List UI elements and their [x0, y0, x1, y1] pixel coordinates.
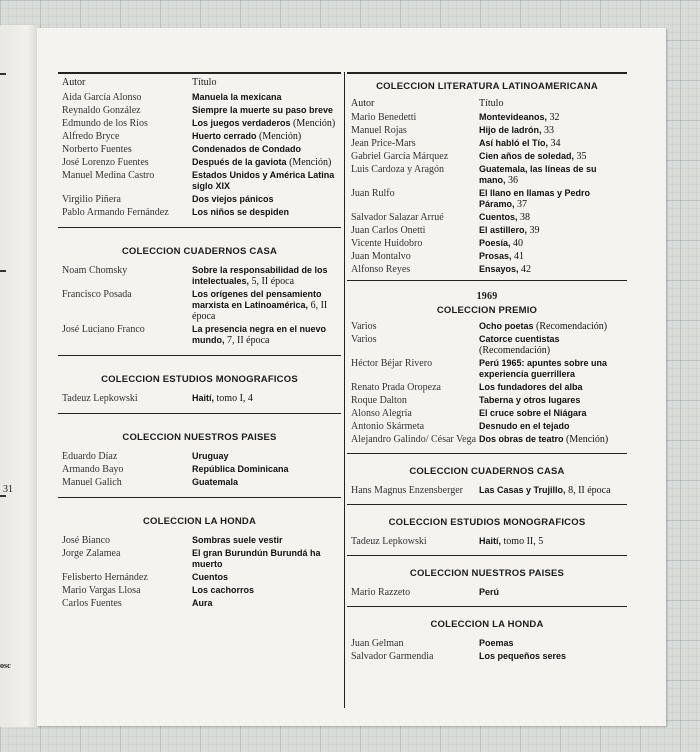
- entry-note: 37: [517, 199, 528, 210]
- catalog-entry: [58, 92, 341, 103]
- catalog-entry: [347, 188, 627, 210]
- catalog-entry: [58, 105, 341, 116]
- catalog-entry: [347, 251, 627, 262]
- catalog-entry: [347, 125, 627, 136]
- entry-title: Cien años de soledad,: [479, 151, 575, 161]
- entry-title: Guatemala: [192, 477, 239, 487]
- catalog-entry: [58, 170, 341, 192]
- entry-title-cell: [192, 265, 337, 287]
- entry-title-cell: [479, 395, 623, 406]
- entry-author: Manuel Medina Castro: [62, 170, 155, 181]
- entry-title: Uruguay: [192, 451, 229, 461]
- entry-title-cell: [479, 334, 623, 356]
- entry-title-cell: [192, 451, 337, 462]
- catalog-entry: [347, 112, 627, 123]
- entry-title-cell: [479, 382, 623, 393]
- entry-title: Manuela la mexicana: [192, 92, 282, 102]
- entry-author: Alfonso Reyes: [351, 264, 411, 275]
- entry-author: Varios: [351, 321, 377, 332]
- entry-title-cell: [192, 170, 337, 192]
- left-page-edge: [0, 25, 41, 727]
- entry-title-cell: [192, 194, 337, 205]
- entry-note: (Recomendación): [479, 345, 551, 356]
- entry-title: Condenados de Condado: [192, 144, 301, 154]
- section-rule: [58, 355, 341, 356]
- entry-title: Ocho poetas: [479, 321, 534, 331]
- entry-note: tomo I, 4: [216, 393, 253, 404]
- catalog-entry: [347, 264, 627, 275]
- entry-title: El llano en llamas y Pedro Páramo,: [479, 188, 591, 209]
- entry-title-cell: [192, 157, 337, 168]
- entry-author: Luis Cardoza y Aragón: [351, 164, 445, 175]
- entry-note: 33: [544, 125, 555, 136]
- section-rule: [347, 504, 627, 505]
- column-divider: [344, 72, 345, 708]
- entry-author: Alejandro Galindo/ César Vega: [351, 434, 477, 445]
- entry-author: Juan Carlos Onetti: [351, 225, 426, 236]
- catalog-entry: [58, 194, 341, 205]
- entry-author: Mario Razzeto: [351, 587, 411, 598]
- catalog-entry: [347, 164, 627, 186]
- entry-title: Desnudo en el tejado: [479, 421, 570, 431]
- entry-title-cell: [479, 638, 623, 649]
- right-column: [347, 74, 627, 664]
- entry-title: Hijo de ladrón,: [479, 125, 542, 135]
- title-header: Título: [192, 77, 217, 88]
- entry-note: 35: [576, 151, 587, 162]
- catalog-entry: [58, 144, 341, 155]
- entry-title: Haití,: [192, 393, 215, 403]
- entry-author: Varios: [351, 334, 377, 345]
- entry-title-cell: [192, 92, 337, 103]
- catalog-entry: [58, 393, 341, 404]
- entry-title-cell: [479, 485, 623, 496]
- entry-title: Después de la gaviota: [192, 157, 287, 167]
- entry-author: Jorge Zalamea: [62, 548, 121, 559]
- entry-title-cell: [479, 164, 623, 186]
- entry-author: José Lorenzo Fuentes: [62, 157, 149, 168]
- entry-author: Salvador Salazar Arrué: [351, 212, 444, 223]
- entry-title-cell: [192, 131, 337, 142]
- entry-title: Las Casas y Trujillo,: [479, 485, 566, 495]
- entry-note: 36: [508, 175, 519, 186]
- entry-author: Reynaldo González: [62, 105, 141, 116]
- entry-title: Guatemala, las líneas de su mano,: [479, 164, 597, 185]
- entry-author: Carlos Fuentes: [62, 598, 122, 609]
- entry-title-cell: [192, 393, 337, 404]
- entry-title: El gran Burundún Burundá ha muerto: [192, 548, 321, 569]
- entry-author: Francisco Posada: [62, 289, 132, 300]
- entry-note: (Mención): [289, 157, 332, 168]
- entry-title-cell: [479, 212, 623, 223]
- entry-title-cell: [192, 535, 337, 546]
- entry-title: Huerto cerrado: [192, 131, 257, 141]
- entry-author: Mario Vargas Llosa: [62, 585, 141, 596]
- entry-title: Los orígenes del pensamiento marxista en Latinoamérica,: [192, 289, 322, 310]
- catalog-entry: [347, 638, 627, 649]
- section-heading: COLECCION ESTUDIOS MONOGRAFICOS: [388, 517, 586, 528]
- entry-author: Manuel Galich: [62, 477, 122, 488]
- entry-note: 32: [549, 112, 560, 123]
- entry-title: Taberna y otros lugares: [479, 395, 581, 405]
- entry-title-cell: [479, 188, 623, 210]
- entry-author: Juan Rulfo: [351, 188, 395, 199]
- entry-title: Perú: [479, 587, 500, 597]
- entry-author: Tadeuz Lepkowski: [351, 536, 427, 547]
- section-heading: COLECCION LA HONDA: [430, 619, 544, 630]
- catalog-entry: [347, 138, 627, 149]
- catalog-entry: [58, 451, 341, 462]
- entry-title-cell: [479, 251, 623, 262]
- entry-author: Virgilio Piñera: [62, 194, 121, 205]
- section-rule: [58, 497, 341, 498]
- catalog-page: [37, 28, 666, 726]
- entry-note: 40: [513, 238, 524, 249]
- section-heading: COLECCION PREMIO: [436, 305, 538, 316]
- entry-note: 41: [514, 251, 525, 262]
- entry-title-cell: [479, 138, 623, 149]
- entry-title: Perú 1965: apuntes sobre una experiencia guerrillera: [479, 358, 608, 379]
- entry-author: Pablo Armando Fernández: [62, 207, 169, 218]
- author-header: Autor: [62, 77, 86, 88]
- catalog-entry: [58, 464, 341, 475]
- entry-note: tomo II, 5: [503, 536, 544, 547]
- catalog-entry: [347, 408, 627, 419]
- entry-title: El astillero,: [479, 225, 528, 235]
- entry-author: Noam Chomsky: [62, 265, 128, 276]
- entry-title: Estados Unidos y América Latina siglo XIX: [192, 170, 335, 191]
- entry-title-cell: [479, 112, 623, 123]
- entry-list: [58, 393, 341, 404]
- entry-list: [58, 265, 341, 346]
- entry-title: Ensayos,: [479, 264, 519, 274]
- entry-title: República Dominicana: [192, 464, 289, 474]
- section-rule: [347, 606, 627, 607]
- entry-author: José Luciano Franco: [62, 324, 145, 335]
- entry-title: Catorce cuentistas: [479, 334, 560, 344]
- section-list: [347, 453, 627, 662]
- entry-note: (Mención): [566, 434, 609, 445]
- entry-note: 5, II época: [251, 276, 295, 287]
- entry-author: Juan Montalvo: [351, 251, 411, 262]
- entry-title: Poemas: [479, 638, 514, 648]
- entry-title: Los niños se despiden: [192, 207, 290, 217]
- entry-title-cell: [479, 587, 623, 598]
- catalog-entry: [58, 118, 341, 129]
- entry-author: Aida García Alonso: [62, 92, 142, 103]
- entry-title-cell: [192, 572, 337, 583]
- entry-title: Cuentos,: [479, 212, 518, 222]
- entry-title-cell: [479, 225, 623, 236]
- entry-title: Montevideanos,: [479, 112, 548, 122]
- entry-title: Poesía,: [479, 238, 511, 248]
- entry-title-cell: [479, 434, 623, 445]
- catalog-entry: [58, 131, 341, 142]
- entry-title: Así habló el Tío,: [479, 138, 549, 148]
- entry-title-cell: [192, 598, 337, 609]
- entry-title-cell: [479, 125, 623, 136]
- entry-title: Los fundadores del alba: [479, 382, 583, 392]
- entry-author: Tadeuz Lepkowski: [62, 393, 138, 404]
- section-rule: [58, 413, 341, 414]
- entry-title-cell: [192, 289, 337, 322]
- entry-title: Haití,: [479, 536, 502, 546]
- entry-title: Cuentos: [192, 572, 228, 582]
- entry-title-cell: [479, 238, 623, 249]
- entry-author: Norberto Fuentes: [62, 144, 132, 155]
- left-page-rule: [0, 73, 6, 75]
- catalog-entry: [347, 536, 627, 547]
- section-rule: [347, 453, 627, 454]
- section-heading: COLECCION CUADERNOS CASA: [121, 246, 278, 257]
- entry-note: (Mención): [293, 118, 336, 129]
- entry-list: [347, 587, 627, 598]
- catalog-entry: [58, 572, 341, 583]
- section-heading: COLECCION LITERATURA LATINOAMERICANA: [376, 81, 598, 92]
- entry-title-cell: [192, 105, 337, 116]
- entry-author: Armando Bayo: [62, 464, 124, 475]
- entry-title-cell: [192, 118, 337, 129]
- catalog-entry: [58, 157, 341, 168]
- left-column: [58, 74, 341, 611]
- left-page-rule: [0, 495, 6, 497]
- entry-note: (Mención): [259, 131, 302, 142]
- section-heading: COLECCION LA HONDA: [142, 516, 257, 527]
- entry-title: Prosas,: [479, 251, 512, 261]
- entry-title: Aura: [192, 598, 213, 608]
- entry-title: La presencia negra en el nuevo mundo,: [192, 324, 327, 345]
- catalog-entry: [347, 225, 627, 236]
- year-heading: 1969: [476, 291, 498, 302]
- left-page-rule: [0, 270, 6, 272]
- catalog-entry: [347, 651, 627, 662]
- entry-title-cell: [479, 358, 623, 380]
- entry-title: El cruce sobre el Niágara: [479, 408, 587, 418]
- entry-list: [347, 112, 627, 275]
- section-heading: COLECCION NUESTROS PAISES: [122, 432, 277, 443]
- section-list: [58, 227, 341, 609]
- entry-title: Dos viejos pánicos: [192, 194, 274, 204]
- catalog-entry: [347, 151, 627, 162]
- catalog-entry: [58, 289, 341, 322]
- entry-title-cell: [192, 464, 337, 475]
- catalog-entry: [347, 587, 627, 598]
- entry-author: Hans Magnus Enzensberger: [351, 485, 464, 496]
- entry-title: Sobre la responsabilidad de los intelectuales,: [192, 265, 328, 286]
- entry-note: (Recomendación): [536, 321, 608, 332]
- entry-title-cell: [479, 651, 623, 662]
- catalog-entry: [58, 535, 341, 546]
- entry-title-cell: [479, 536, 623, 547]
- entry-author: Héctor Béjar Rivero: [351, 358, 433, 369]
- catalog-entry: [347, 358, 627, 380]
- entry-title-cell: [479, 421, 623, 432]
- left-page-fragment: osc: [0, 661, 11, 670]
- entry-author: Antonio Skármeta: [351, 421, 425, 432]
- entry-author: Renato Prada Oropeza: [351, 382, 441, 393]
- entry-title: Los cachorros: [192, 585, 255, 595]
- section-rule: [347, 555, 627, 556]
- entry-title-cell: [479, 151, 623, 162]
- entry-note: 8, II época: [568, 485, 611, 496]
- catalog-entry: [347, 334, 627, 356]
- section-rule: [347, 280, 627, 281]
- entry-list: [58, 451, 341, 488]
- section-heading: COLECCION NUESTROS PAISES: [409, 568, 565, 579]
- entry-note: 39: [529, 225, 540, 236]
- entry-note: 42: [521, 264, 532, 275]
- catalog-entry: [58, 548, 341, 570]
- entry-title: Dos obras de teatro: [479, 434, 564, 444]
- title-header: Título: [479, 98, 504, 109]
- entry-title-cell: [192, 324, 337, 346]
- entry-note: 34: [550, 138, 561, 149]
- catalog-entry: [347, 321, 627, 332]
- catalog-entry: [347, 434, 627, 445]
- entry-title: Los pequeños seres: [479, 651, 567, 661]
- entry-author: Vicente Huidobro: [351, 238, 423, 249]
- entry-list: [58, 535, 341, 609]
- section-heading: COLECCION ESTUDIOS MONOGRAFICOS: [101, 374, 298, 385]
- catalog-entry: [347, 212, 627, 223]
- catalog-entry: [347, 421, 627, 432]
- entry-author: Mario Benedetti: [351, 112, 417, 123]
- entry-list: [347, 536, 627, 547]
- entry-title-cell: [479, 321, 623, 332]
- entry-author: Edmundo de los Ríos: [62, 118, 148, 129]
- entry-author: Eduardo Díaz: [62, 451, 118, 462]
- entry-title-cell: [192, 585, 337, 596]
- left-page-number: 31: [3, 484, 13, 495]
- entry-author: Felisberto Hernández: [62, 572, 148, 583]
- entry-list: [347, 485, 627, 496]
- entry-title-cell: [479, 264, 623, 275]
- entry-author: Salvador Garmendia: [351, 651, 434, 662]
- section-rule: [58, 227, 341, 228]
- entry-title-cell: [192, 548, 337, 570]
- entry-author: Gabriel García Márquez: [351, 151, 449, 162]
- entry-title: Los juegos verdaderos: [192, 118, 291, 128]
- entry-title-cell: [192, 207, 337, 218]
- catalog-entry: [58, 207, 341, 218]
- entry-author: José Bianco: [62, 535, 111, 546]
- catalog-entry: [58, 598, 341, 609]
- entry-title-cell: [192, 144, 337, 155]
- entry-list: [347, 321, 627, 445]
- entry-author: Alonso Alegría: [351, 408, 412, 419]
- entry-note: 6, II época: [192, 300, 328, 322]
- entry-title-cell: [192, 477, 337, 488]
- entry-title: Sombras suele vestir: [192, 535, 283, 545]
- section-heading: COLECCION CUADERNOS CASA: [409, 466, 565, 477]
- catalog-entry: [347, 485, 627, 496]
- entry-author: Roque Dalton: [351, 395, 407, 406]
- entry-author: Jean Price-Mars: [351, 138, 416, 149]
- catalog-entry: [347, 382, 627, 393]
- entry-title-cell: [479, 408, 623, 419]
- entry-list: [347, 638, 627, 662]
- entry-list: [58, 92, 341, 218]
- entry-author: Manuel Rojas: [351, 125, 407, 136]
- catalog-entry: [58, 477, 341, 488]
- entry-title: Siempre la muerte su paso breve: [192, 105, 334, 115]
- author-header: Autor: [351, 98, 375, 109]
- entry-author: Juan Gelman: [351, 638, 404, 649]
- entry-note: 7, II época: [227, 335, 270, 346]
- catalog-entry: [347, 238, 627, 249]
- entry-author: Alfredo Bryce: [62, 131, 120, 142]
- catalog-entry: [58, 265, 341, 287]
- catalog-entry: [347, 395, 627, 406]
- catalog-entry: [58, 585, 341, 596]
- column-header: [58, 76, 341, 90]
- column-header: [347, 97, 627, 111]
- entry-note: 38: [520, 212, 531, 223]
- catalog-entry: [58, 324, 341, 346]
